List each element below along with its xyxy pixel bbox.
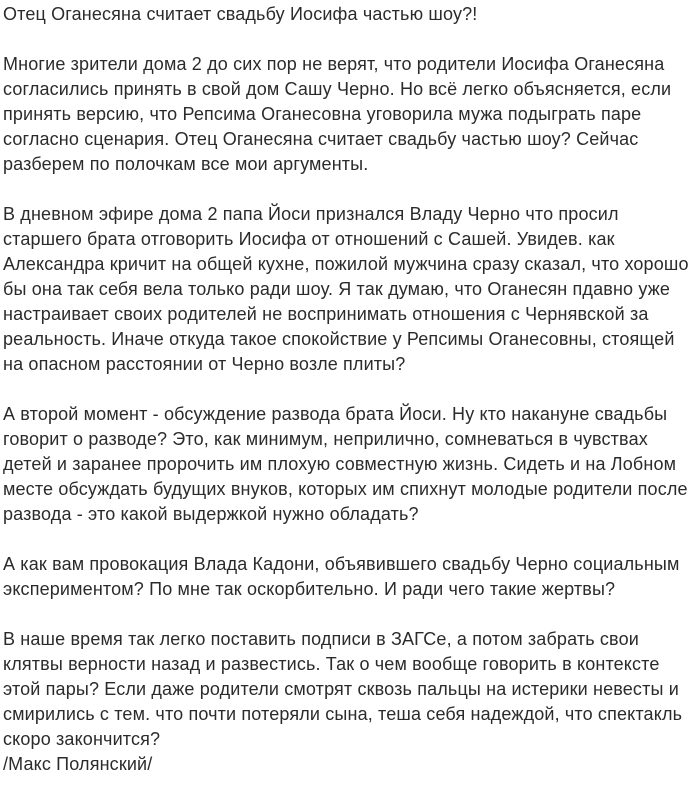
article-title: Отец Оганесяна считает свадьбу Иосифа частью шоу?!	[3, 4, 478, 24]
article-paragraph: В наше время так легко поставить подписи в ЗАГСе, а потом забрать свои клятвы верности назад и развестись. Так о чем вообще говорить в контексте этой пары? Если даже родители смотрят сквозь пальцы на истерики невесты и смирились с тем. что почти потеряли сына, теша себя надеждой, что спектакль скоро закончится?	[3, 629, 683, 749]
article	[3, 2, 697, 802]
article-paragraph: В дневном эфире дома 2 папа Йоси признался Владу Черно что просил старшего брата отговорить Иосифа от отношений с Сашей. Увидев. как Александра кричит на общей кухне, пожилой мужчина сразу сказал, что хорошо бы она так себя вела только ради шоу. Я так думаю, что Оганесян пдавно уже настраивает своих родителей не воспринимать отношения с Чернявской за реальность. Иначе откуда такое спокойствие у Репсимы Оганесовны, стоящей на опасном расстоянии от Черно возле плиты?	[3, 204, 689, 374]
article-paragraph: А второй момент - обсуждение развода брата Йоси. Ну кто накануне свадьбы говорит о разводе? Это, как минимум, неприлично, сомневаться в чувствах детей и заранее пророчить им плохую совместную жизнь. Сидеть и на Лобном месте обсуждать будущих внуков, которых им спихнут молодые родители после развода - это какой выдержкой нужно обладать?	[3, 404, 688, 524]
article-author: /Макс Полянский/	[3, 754, 153, 774]
article-paragraph: А как вам провокация Влада Кадони, объявившего свадьбу Черно социальным экспериментом? По мне так оскорбительно. И ради чего такие жертвы?	[3, 554, 680, 599]
article-paragraph: Многие зрители дома 2 до сих пор не верят, что родители Иосифа Оганесяна согласились принять в свой дом Сашу Черно. Но всё легко объясняется, если принять версию, что Репсима Оганесовна уговорила мужа подыграть паре согласно сценария. Отец Оганесяна считает свадьбу частью шоу? Сейчас разберем по полочкам все мои аргументы.	[3, 54, 672, 174]
